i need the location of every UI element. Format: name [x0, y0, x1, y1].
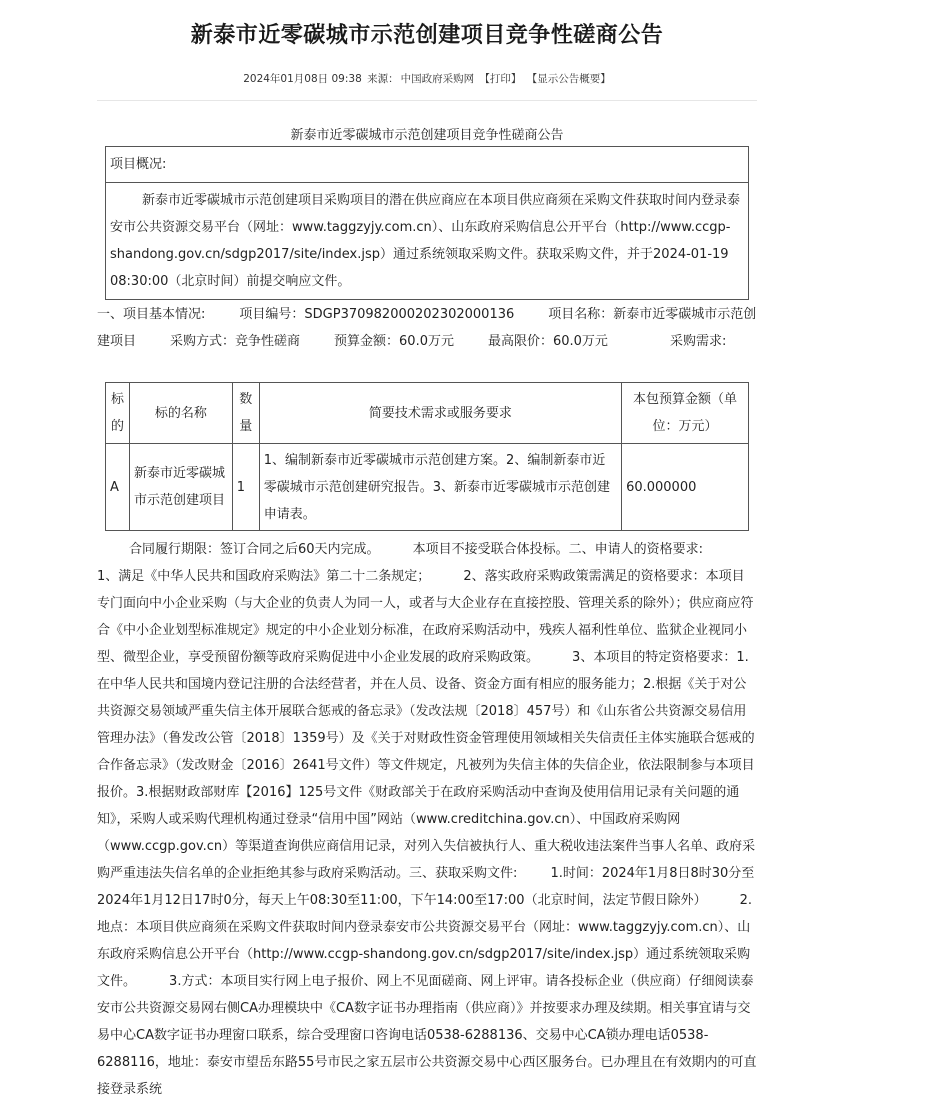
table-row — [106, 444, 749, 531]
requirements-table — [105, 382, 749, 531]
cell-lot: A — [106, 444, 130, 531]
overview-label: 项目概况: — [106, 147, 748, 183]
source-name: 中国政府采购网 — [400, 73, 475, 85]
procurement-method: 采购方式：竞争性磋商 — [170, 334, 301, 349]
th-name: 标的名称 — [129, 383, 232, 444]
cell-requirements: 1、编制新泰市近零碳城市示范创建方案。2、编制新泰市近零碳城市示范创建研究报告。3、新泰市近零碳城市示范创建申请表。 — [259, 444, 621, 531]
doc-subtitle: 新泰市近零碳城市示范创建项目竞争性磋商公告 — [290, 128, 564, 143]
table-header-row — [106, 383, 749, 444]
th-qty: 数量 — [232, 383, 259, 444]
th-requirements: 简要技术需求或服务要求 — [259, 383, 621, 444]
body-text: 合同履行期限：签订合同之后60天内完成。 本项目不接受联合体投标。二、申请人的资格要求: 1、满足《中华人民共和国政府采购法》第二十二条规定； 2、落实政府采购政策需满足的资格要求：本项目专门面向中小企业采购（与大企业的负责人为同一人，或者与大企业存在直接控股、管理关系的除外）；供应商应符合《中小企业划型标准规定》规定的中小企业划分标准，在政府采购活动中，残疾人福利性单位、监狱企业视同小型、微型企业，享受预留份额等政府采购促进中小企业发展的政府采购政策。 3、本项目的特定资格要求：1.在中华人民共和国境内登记注册的合法经营者，并在人员、设备、资金方面有相应的服务能力；2.根据《关于对公共资源交易领域严重失信主体开展联合惩戒的备忘录》（发改法规〔2018〕457号）和《山东省公共资源交易信用管理办法》（鲁发改公管〔2018〕1359号）及《关于对财政性资金管理使用领域相关失信责任主体实施联合惩戒的合作备忘录》（发改财金〔2016〕2641号文件）等文件规定，凡被列为失信主体的失信企业，依法限制参与本项目报价。3.根据财政部财库【2016】125号文件《财政部关于在政府采购活动中查询及使用信用记录有关问题的通知》，采购人或采购代理机构通过登录“信用中国”网站（www.creditchina.gov.cn）、中国政府采购网（www.ccgp.gov.cn）等渠道查询供应商信用记录，对列入失信被执行人、重大税收违法案件当事人名单、政府采购严重违法失信名单的企业拒绝其参与政府采购活动。三、获取采购文件: 1.时间：2024年1月8日8时30分至2024年1月12日17时0分，每天上午08:30至11:00，下午14:00至17:00（北京时间，法定节假日除外） 2.地点：本项目供应商须在采购文件获取时间内登录泰安市公共资源交易平台（网址：www.taggzyjy.com.cn）、山东政府采购信息公开平台（http://www.ccgp-shandong.gov.cn/sdgp2017/site/index.jsp）通过系统领取采购文件。 3.方式：本项目实行网上电子报价、网上不见面磋商、网上评审。请各投标企业（供应商）仔细阅读泰安市公共资源交易网右侧CA办理模块中《CA数字证书办理指南（供应商）》并按要求办理及续期。相关事宜请与交易中心CA数字证书办理窗口联系，综合受理窗口咨询电话0538-6288136、交易中心CA锁办理电话0538-6288116，地址：泰安市望岳东路55号市民之家五层市公共资源交易中心西区服务台。已办理且在有效期内的可直接登录系统 — [97, 542, 757, 1097]
basic-heading: 一、项目基本情况: — [97, 307, 206, 322]
cell-name: 新泰市近零碳城市示范创建项目 — [129, 444, 232, 531]
th-lot: 标的 — [106, 383, 130, 444]
page-title: 新泰市近零碳城市示范创建项目竞争性磋商公告 — [190, 23, 664, 48]
cell-qty: 1 — [232, 444, 259, 531]
meta-line — [97, 71, 757, 86]
overview-box — [105, 146, 749, 300]
header-divider — [97, 100, 757, 101]
cell-budget: 60.000000 — [622, 444, 749, 531]
project-number: 项目编号：SDGP370982000202302000136 — [239, 307, 515, 322]
budget-amount: 预算金额：60.0万元 — [334, 334, 454, 349]
max-price: 最高限价：60.0万元 — [487, 334, 608, 349]
basic-info-block — [97, 301, 757, 355]
project-name: 项目名称：新泰市近零碳城市示范创建项目 — [97, 307, 757, 349]
th-budget: 本包预算金额（单位：万元） — [622, 383, 749, 444]
overview-text: 新泰市近零碳城市示范创建项目采购项目的潜在供应商应在本项目供应商须在采购文件获取时间内登录泰安市公共资源交易平台（网址：www.taggzyjy.com.cn）、山东政府采购信息公开平台（http://www.ccgp-shandong.gov.cn/sdgp2017/site/index.jsp）通过系统领取采购文件。获取采购文件，并于2024-01-19 08:30:00（北京时间）前提交响应文件。 — [110, 193, 741, 289]
show-summary-link[interactable]: 【显示公告概要】 — [526, 73, 611, 85]
requirement-label: 采购需求: — [669, 334, 727, 349]
source-label: 来源： — [367, 73, 399, 85]
publish-datetime: 2024年01月08日 09:38 — [243, 73, 362, 85]
print-link[interactable]: 【打印】 — [479, 73, 522, 85]
